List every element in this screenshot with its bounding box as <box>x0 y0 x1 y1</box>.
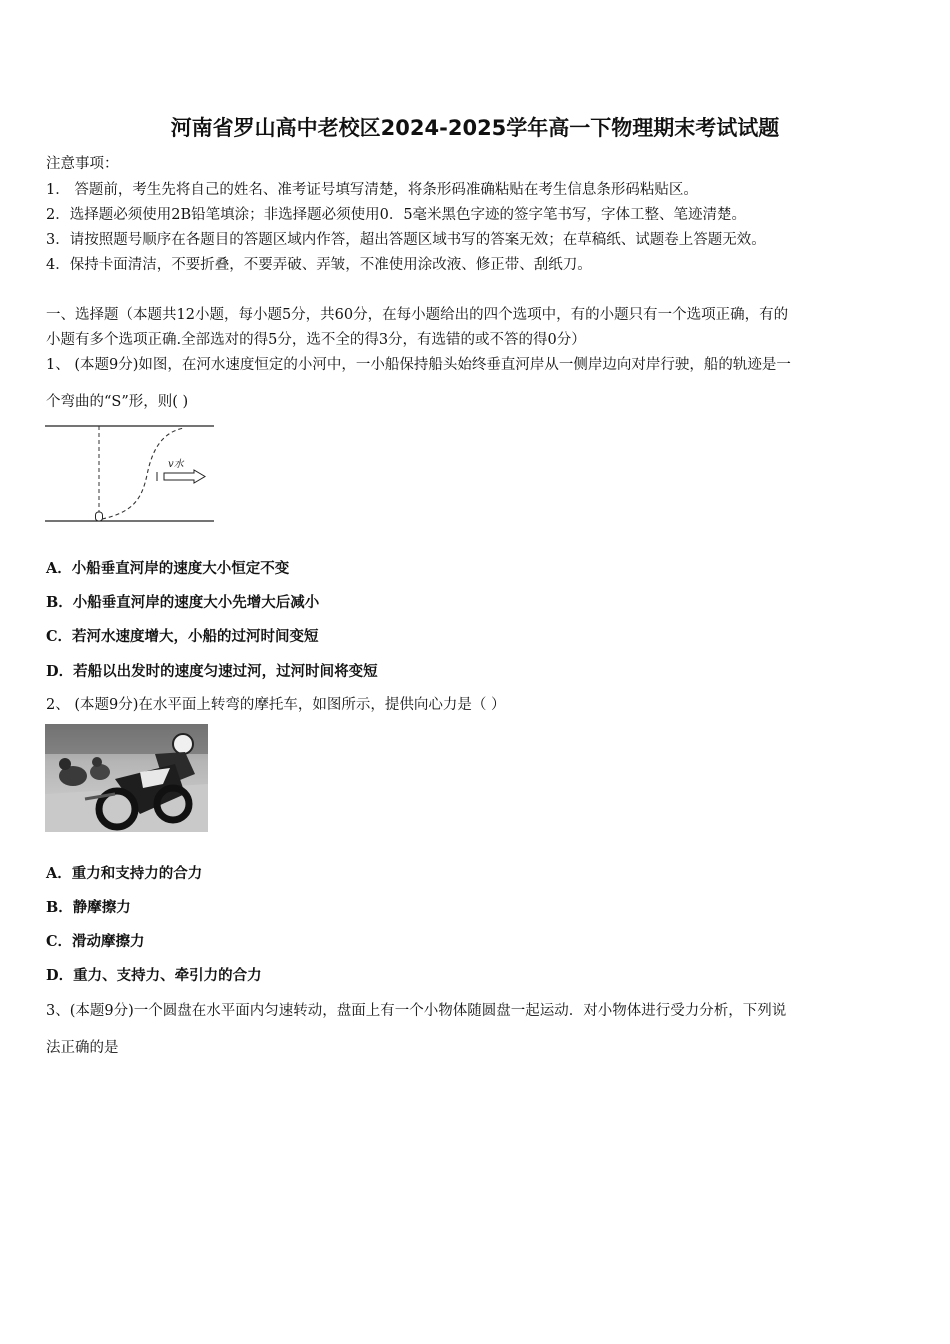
river-boat-figure <box>44 420 216 528</box>
notice-item-2: 2．选择题必须使用2B铅笔填涂；非选择题必须使用0．5毫米黑色字迹的签字笔书写，字体工整、笔迹清楚。 <box>46 207 747 223</box>
page-title: 河南省罗山高中老校区2024-2025学年高一下物理期末考试试题 <box>170 116 780 140</box>
question-3-stem-line-2: 法正确的是 <box>46 1040 119 1056</box>
question-1-option-b: B．小船垂直河岸的速度大小先增大后减小 <box>46 594 320 611</box>
motorcycle-image <box>45 724 208 832</box>
question-2-option-c: C．滑动摩擦力 <box>46 933 145 950</box>
question-1-stem-line-1: 1、 (本题9分)如图，在河水速度恒定的小河中，一小船保持船头始终垂直河岸从一侧岸边向对岸行驶，船的轨迹是一 <box>46 357 791 373</box>
question-1-stem-line-2: 个弯曲的“S”形，则( ) <box>46 394 189 410</box>
notice-item-3: 3．请按照题号顺序在各题目的答题区域内作答，超出答题区域书写的答案无效；在草稿纸、试题卷上答题无效。 <box>46 232 766 248</box>
motorcycle-photo <box>45 724 208 832</box>
question-2-option-d: D．重力、支持力、牵引力的合力 <box>46 967 262 984</box>
section-instructions-line-2: 小题有多个选项正确.全部选对的得5分，选不全的得3分，有选错的或不答的得0分） <box>46 332 586 348</box>
question-1-option-d: D．若船以出发时的速度匀速过河，过河时间将变短 <box>46 663 378 680</box>
question-3-stem-line-1: 3、(本题9分)一个圆盘在水平面内匀速转动，盘面上有一个小物体随圆盘一起运动．对小物体进行受力分析，下列说 <box>46 1003 787 1019</box>
notice-item-1: 1． 答题前，考生先将自己的姓名、准考证号填写清楚，将条形码准确粘贴在考生信息条形码粘贴区。 <box>46 182 698 198</box>
question-2-option-a: A．重力和支持力的合力 <box>46 865 203 882</box>
boat-icon <box>96 512 103 521</box>
notice-item-4: 4．保持卡面清洁，不要折叠，不要弄破、弄皱，不准使用涂改液、修正带、刮纸刀。 <box>46 257 592 273</box>
question-1-option-c: C．若河水速度增大，小船的过河时间变短 <box>46 628 319 645</box>
notice-heading: 注意事项： <box>46 156 119 172</box>
section-instructions-line-1: 一、选择题（本题共12小题，每小题5分，共60分，在每小题给出的四个选项中，有的小题只有一个选项正确，有的 <box>46 307 789 323</box>
water-velocity-arrow <box>164 470 205 483</box>
question-2-option-b: B．静摩擦力 <box>46 899 131 916</box>
question-1-option-a: A．小船垂直河岸的速度大小恒定不变 <box>46 560 290 577</box>
question-2-stem: 2、 (本题9分)在水平面上转弯的摩托车，如图所示，提供向心力是（ ） <box>46 697 506 713</box>
water-velocity-label: v水 <box>168 459 184 470</box>
